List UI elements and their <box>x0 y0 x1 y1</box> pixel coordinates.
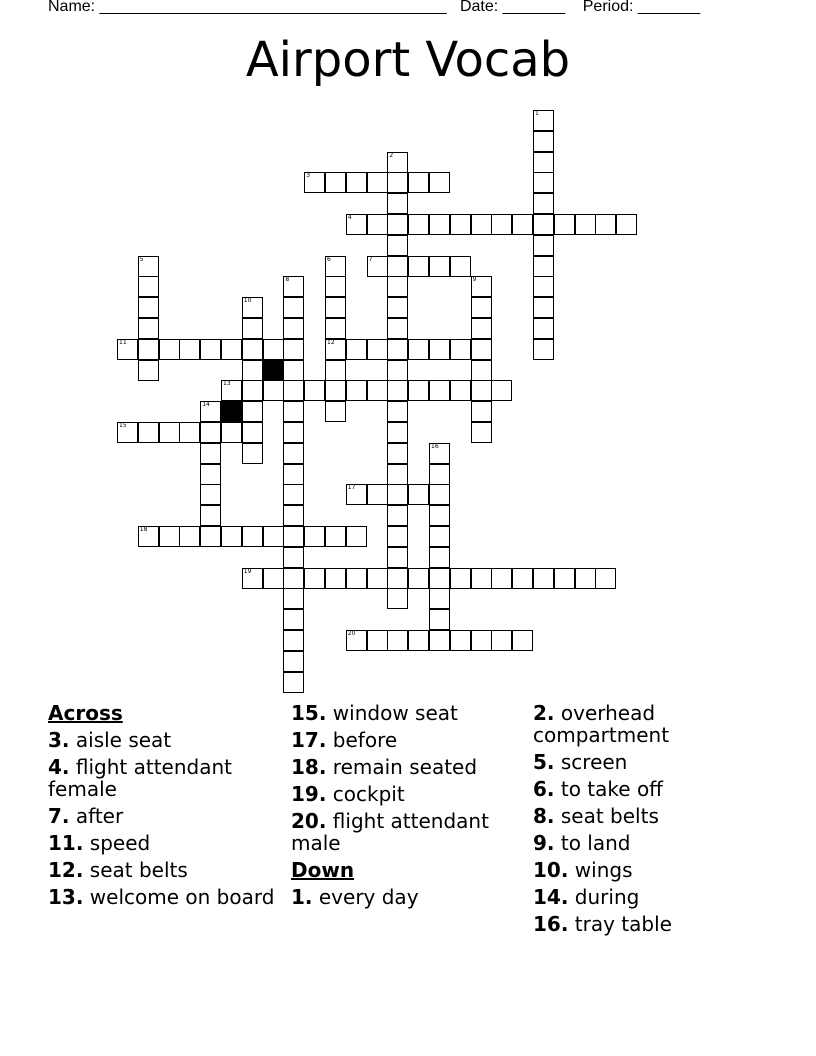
grid-cell[interactable] <box>512 568 533 589</box>
grid-cell[interactable] <box>138 526 159 547</box>
grid-cell[interactable] <box>200 339 221 360</box>
grid-cell[interactable] <box>283 526 304 547</box>
grid-cell[interactable] <box>387 401 408 422</box>
grid-cell[interactable] <box>408 484 429 505</box>
grid-cell[interactable] <box>471 297 492 318</box>
grid-cell[interactable] <box>283 484 304 505</box>
grid-cell[interactable] <box>429 464 450 485</box>
grid-cell[interactable] <box>367 484 388 505</box>
grid-cell[interactable] <box>367 380 388 401</box>
grid-cell[interactable] <box>138 422 159 443</box>
date-label: Date: <box>459 0 499 15</box>
grid-cell[interactable] <box>450 568 471 589</box>
grid-cell[interactable] <box>533 152 554 173</box>
clue-number: 9 <box>472 276 477 284</box>
grid-cell[interactable] <box>283 318 304 339</box>
grid-cell[interactable] <box>367 339 388 360</box>
grid-cell[interactable] <box>408 339 429 360</box>
grid-cell[interactable] <box>471 568 492 589</box>
grid-cell[interactable] <box>471 630 492 651</box>
grid-cell[interactable] <box>595 568 616 589</box>
grid-cell[interactable] <box>387 297 408 318</box>
blocked-cell <box>221 401 242 422</box>
clue-across-11: 11. speed <box>48 831 151 855</box>
grid-cell[interactable] <box>367 172 388 193</box>
grid-cell[interactable] <box>179 422 200 443</box>
grid-cell[interactable] <box>283 443 304 464</box>
grid-cell[interactable] <box>242 526 263 547</box>
clue-number: 11 <box>119 338 127 346</box>
grid-cell[interactable] <box>387 339 408 360</box>
grid-cell[interactable] <box>138 318 159 339</box>
grid-cell[interactable] <box>283 588 304 609</box>
grid-cell[interactable] <box>491 568 512 589</box>
grid-cell[interactable] <box>533 568 554 589</box>
grid-cell[interactable] <box>283 630 304 651</box>
grid-cell[interactable] <box>325 339 346 360</box>
grid-cell[interactable] <box>471 276 492 297</box>
clue-across-7: 7. after <box>48 804 124 828</box>
clue-number: 5 <box>139 255 144 263</box>
grid-cell[interactable] <box>283 297 304 318</box>
grid-cell[interactable] <box>283 360 304 381</box>
grid-cell[interactable] <box>408 380 429 401</box>
clue-number: 20 <box>347 630 356 637</box>
clue-number: 13 <box>223 380 231 388</box>
clue-number: 18 <box>139 526 148 533</box>
grid-cell[interactable] <box>450 630 471 651</box>
grid-cell[interactable] <box>387 588 408 609</box>
grid-cell[interactable] <box>387 214 408 235</box>
grid-cell[interactable] <box>263 339 284 360</box>
grid-cell[interactable] <box>200 526 221 547</box>
grid-cell[interactable] <box>387 235 408 256</box>
clue-number: 2 <box>389 151 394 159</box>
grid-cell[interactable] <box>325 276 346 297</box>
grid-cell[interactable] <box>429 630 450 651</box>
grid-cell[interactable] <box>242 380 263 401</box>
grid-cell[interactable] <box>429 609 450 630</box>
grid-cell[interactable] <box>491 630 512 651</box>
clue-number: 3 <box>306 172 311 180</box>
across-heading: Across <box>48 701 123 725</box>
grid-cell[interactable] <box>242 401 263 422</box>
grid-cell[interactable] <box>346 214 367 235</box>
grid-cell[interactable] <box>346 568 367 589</box>
clue-down-14: 14. during <box>533 885 640 909</box>
grid-cell[interactable] <box>387 443 408 464</box>
grid-cell[interactable] <box>491 214 512 235</box>
grid-cell[interactable] <box>242 339 263 360</box>
grid-cell[interactable] <box>533 214 554 235</box>
grid-cell[interactable] <box>221 422 242 443</box>
grid-cell[interactable] <box>346 526 367 547</box>
grid-cell[interactable] <box>533 235 554 256</box>
grid-cell[interactable] <box>242 360 263 381</box>
grid-cell[interactable] <box>408 172 429 193</box>
grid-cell[interactable] <box>491 380 512 401</box>
grid-cell[interactable] <box>367 214 388 235</box>
grid-cell[interactable] <box>429 214 450 235</box>
grid-cell[interactable] <box>159 422 180 443</box>
grid-cell[interactable] <box>533 276 554 297</box>
grid-cell[interactable] <box>595 214 616 235</box>
grid-cell[interactable] <box>304 172 325 193</box>
grid-cell[interactable] <box>450 380 471 401</box>
grid-cell[interactable] <box>138 297 159 318</box>
grid-cell[interactable] <box>304 380 325 401</box>
grid-cell[interactable] <box>221 339 242 360</box>
grid-cell[interactable] <box>450 256 471 277</box>
grid-cell[interactable] <box>429 505 450 526</box>
grid-cell[interactable] <box>367 256 388 277</box>
grid-cell[interactable] <box>263 568 284 589</box>
grid-cell[interactable] <box>533 339 554 360</box>
down-heading: Down <box>291 858 355 882</box>
grid-cell[interactable] <box>283 422 304 443</box>
grid-cell[interactable] <box>179 526 200 547</box>
grid-cell[interactable] <box>387 464 408 485</box>
grid-cell[interactable] <box>283 672 304 693</box>
grid-cell[interactable] <box>387 422 408 443</box>
grid-cell[interactable] <box>429 526 450 547</box>
grid-cell[interactable] <box>117 422 138 443</box>
grid-cell[interactable] <box>242 297 263 318</box>
grid-cell[interactable] <box>138 360 159 381</box>
grid-cell[interactable] <box>346 630 367 651</box>
grid-cell[interactable] <box>242 422 263 443</box>
grid-cell[interactable] <box>325 380 346 401</box>
grid-cell[interactable] <box>325 172 346 193</box>
grid-cell[interactable] <box>429 484 450 505</box>
grid-cell[interactable] <box>200 401 221 422</box>
clue-number: 15 <box>119 422 127 429</box>
clue-across-19: 19. cockpit <box>291 782 405 806</box>
grid-cell[interactable] <box>304 568 325 589</box>
clue-down-2: 2. overhead compartment <box>533 701 670 747</box>
grid-cell[interactable] <box>138 276 159 297</box>
grid-cell[interactable] <box>283 568 304 589</box>
grid-cell[interactable] <box>159 526 180 547</box>
grid-cell[interactable] <box>325 568 346 589</box>
clue-number: 12 <box>327 338 335 346</box>
grid-cell[interactable] <box>221 526 242 547</box>
grid-cell[interactable] <box>387 172 408 193</box>
date-line[interactable]: _______ <box>502 0 565 15</box>
grid-cell[interactable] <box>200 484 221 505</box>
grid-cell[interactable] <box>387 547 408 568</box>
grid-cell[interactable] <box>263 380 284 401</box>
grid-cell[interactable] <box>387 318 408 339</box>
clue-number: 14 <box>202 401 210 409</box>
grid-cell[interactable] <box>242 318 263 339</box>
clue-down-10: 10. wings <box>533 858 633 882</box>
grid-cell[interactable] <box>471 214 492 235</box>
grid-cell[interactable] <box>346 380 367 401</box>
clue-across-17: 17. before <box>291 728 398 752</box>
grid-cell[interactable] <box>408 568 429 589</box>
period-line[interactable]: _______ <box>637 0 701 15</box>
grid-cell[interactable] <box>512 630 533 651</box>
grid-cell[interactable] <box>283 339 304 360</box>
clue-number: 8 <box>285 276 290 284</box>
grid-cell[interactable] <box>325 318 346 339</box>
grid-cell[interactable] <box>471 318 492 339</box>
grid-cell[interactable] <box>533 131 554 152</box>
grid-cell[interactable] <box>179 339 200 360</box>
grid-cell[interactable] <box>429 443 450 464</box>
name-line[interactable]: _______________________________________ <box>99 0 447 15</box>
grid-cell[interactable] <box>408 630 429 651</box>
grid-cell[interactable] <box>138 256 159 277</box>
grid-cell[interactable] <box>471 422 492 443</box>
grid-cell[interactable] <box>616 214 637 235</box>
grid-cell[interactable] <box>533 110 554 131</box>
grid-cell[interactable] <box>387 484 408 505</box>
grid-cell[interactable] <box>200 464 221 485</box>
clue-across-12: 12. seat belts <box>48 858 188 882</box>
grid-cell[interactable] <box>429 256 450 277</box>
grid-cell[interactable] <box>387 256 408 277</box>
grid-cell[interactable] <box>554 214 575 235</box>
grid-cell[interactable] <box>325 401 346 422</box>
grid-cell[interactable] <box>429 339 450 360</box>
grid-cell[interactable] <box>429 380 450 401</box>
clue-number: 16 <box>431 442 439 450</box>
blocked-cell <box>263 360 284 381</box>
grid-cell[interactable] <box>367 568 388 589</box>
clue-across-13: 13. welcome on board <box>48 885 275 909</box>
grid-cell[interactable] <box>221 380 242 401</box>
grid-cell[interactable] <box>367 630 388 651</box>
clue-down-1: 1. every day <box>291 885 419 909</box>
clues-column-1 <box>48 702 278 913</box>
grid-cell[interactable] <box>159 339 180 360</box>
clue-across-20: 20. flight attendant male <box>291 809 489 855</box>
grid-cell[interactable] <box>533 172 554 193</box>
grid-cell[interactable] <box>200 443 221 464</box>
grid-cell[interactable] <box>408 256 429 277</box>
grid-cell[interactable] <box>387 526 408 547</box>
grid-cell[interactable] <box>450 214 471 235</box>
grid-cell[interactable] <box>283 276 304 297</box>
grid-cell[interactable] <box>200 505 221 526</box>
grid-cell[interactable] <box>242 568 263 589</box>
grid-cell[interactable] <box>408 214 429 235</box>
grid-cell[interactable] <box>471 339 492 360</box>
clue-number: 17 <box>347 484 356 492</box>
grid-cell[interactable] <box>346 484 367 505</box>
grid-cell[interactable] <box>533 297 554 318</box>
grid-cell[interactable] <box>387 360 408 381</box>
period-label: Period: <box>582 0 634 15</box>
grid-cell[interactable] <box>283 380 304 401</box>
grid-cell[interactable] <box>325 297 346 318</box>
clue-across-18: 18. remain seated <box>291 755 478 779</box>
grid-cell[interactable] <box>512 214 533 235</box>
grid-cell[interactable] <box>346 172 367 193</box>
grid-cell[interactable] <box>283 651 304 672</box>
name-label: Name: <box>48 0 96 15</box>
grid-cell[interactable] <box>575 214 596 235</box>
grid-cell[interactable] <box>283 401 304 422</box>
grid-cell[interactable] <box>471 401 492 422</box>
grid-cell[interactable] <box>304 526 325 547</box>
grid-cell[interactable] <box>429 172 450 193</box>
clue-across-15: 15. window seat <box>291 701 458 725</box>
grid-cell[interactable] <box>346 339 367 360</box>
grid-cell[interactable] <box>387 276 408 297</box>
clue-down-8: 8. seat belts <box>533 804 659 828</box>
grid-cell[interactable] <box>325 256 346 277</box>
grid-cell[interactable] <box>387 193 408 214</box>
grid-cell[interactable] <box>533 256 554 277</box>
clue-down-16: 16. tray table <box>533 912 672 936</box>
grid-cell[interactable] <box>117 339 138 360</box>
grid-cell[interactable] <box>387 568 408 589</box>
grid-cell[interactable] <box>283 464 304 485</box>
grid-cell[interactable] <box>200 422 221 443</box>
grid-cell[interactable] <box>387 152 408 173</box>
clue-number: 7 <box>368 255 373 263</box>
clue-number: 10 <box>243 297 252 305</box>
clue-down-5: 5. screen <box>533 750 628 774</box>
grid-cell[interactable] <box>242 443 263 464</box>
grid-cell[interactable] <box>533 318 554 339</box>
grid-cell[interactable] <box>283 547 304 568</box>
clue-down-9: 9. to land <box>533 831 631 855</box>
page-title: Airport Vocab <box>245 32 571 88</box>
clue-number: 4 <box>347 214 352 221</box>
clue-number: 19 <box>243 567 252 575</box>
clue-number: 6 <box>327 255 331 263</box>
grid-cell[interactable] <box>429 568 450 589</box>
clues-column-3 <box>533 702 733 940</box>
grid-cell[interactable] <box>325 526 346 547</box>
clue-number: 1 <box>535 110 539 117</box>
grid-cell[interactable] <box>283 505 304 526</box>
clue-across-4: 4. flight attendant female <box>48 755 232 801</box>
grid-cell[interactable] <box>450 339 471 360</box>
grid-cell[interactable] <box>138 339 159 360</box>
clue-across-3: 3. aisle seat <box>48 728 172 752</box>
grid-cell[interactable] <box>533 193 554 214</box>
clues-column-2 <box>291 702 516 913</box>
grid-cell[interactable] <box>471 380 492 401</box>
grid-cell[interactable] <box>387 505 408 526</box>
grid-cell[interactable] <box>283 609 304 630</box>
grid-cell[interactable] <box>429 588 450 609</box>
grid-cell[interactable] <box>575 568 596 589</box>
grid-cell[interactable] <box>387 380 408 401</box>
grid-cell[interactable] <box>554 568 575 589</box>
grid-cell[interactable] <box>429 547 450 568</box>
clue-down-6: 6. to take off <box>533 777 663 801</box>
grid-cell[interactable] <box>325 360 346 381</box>
grid-cell[interactable] <box>471 360 492 381</box>
grid-cell[interactable] <box>263 526 284 547</box>
grid-cell[interactable] <box>387 630 408 651</box>
